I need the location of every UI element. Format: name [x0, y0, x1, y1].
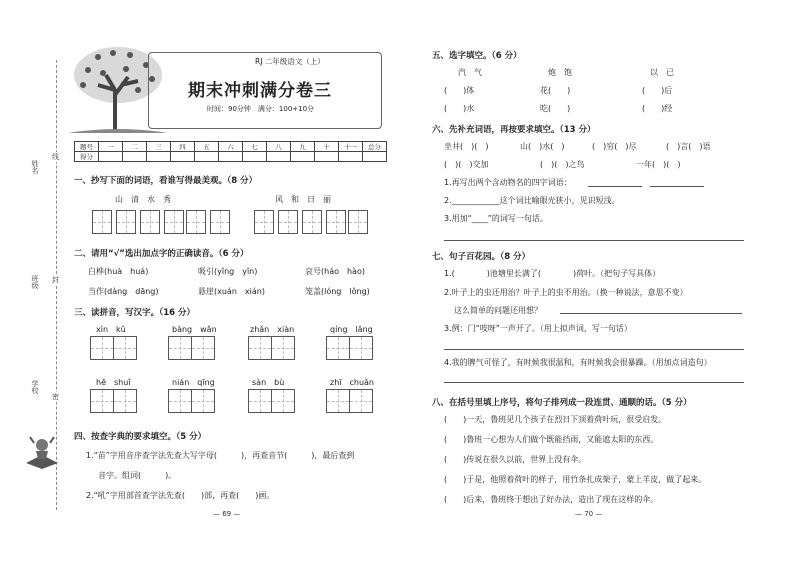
idiom-fill[interactable]: 一年( )( ) — [636, 160, 681, 169]
score-cell: 三 — [147, 142, 171, 152]
char-pair: 汽 气 — [458, 68, 482, 77]
idiom-fill[interactable]: ( )( )交加 — [444, 160, 489, 169]
school-label: 学校 — [31, 380, 39, 394]
score-input[interactable] — [123, 152, 147, 162]
hanzi-grid[interactable] — [90, 336, 136, 360]
hanzi-grid[interactable] — [90, 389, 136, 413]
pinyin-label: hē shuǐ — [96, 378, 131, 387]
section7-heading: 七、句子百花园。（8 分） — [432, 252, 531, 262]
score-cell: 二 — [123, 142, 147, 152]
answer-line[interactable] — [444, 240, 744, 241]
section1-heading: 一、抄写下面的词语，看谁写得最美观。（8 分） — [74, 176, 258, 186]
pronunciation-item[interactable]: 吸引(yǐng yǐn) — [198, 267, 258, 276]
char-blank[interactable]: ( )水 — [444, 104, 475, 113]
score-input[interactable] — [315, 152, 339, 162]
copy-word-2: 风 和 日 丽 — [275, 195, 331, 204]
order-item[interactable]: ( )后来，鲁班终于想出了好办法，造出了现在这样的伞。 — [444, 495, 659, 504]
idiom-fill[interactable]: 坐井( )( ) — [444, 142, 489, 151]
char-blank[interactable]: 花( ) — [540, 86, 571, 95]
score-cell: 一 — [99, 142, 123, 152]
page-number-right: — 70 — — [575, 510, 603, 518]
idiom-fill[interactable]: ( )言( )语 — [666, 142, 711, 151]
score-input[interactable] — [339, 152, 363, 162]
writing-grid-1[interactable] — [92, 210, 184, 234]
score-cell: 题号 — [75, 142, 99, 152]
idiom-q2[interactable]: 2.____________这个词比喻眼光狭小，见识短浅。 — [444, 196, 620, 205]
score-table — [74, 141, 387, 162]
pronunciation-item[interactable]: 笼盖(lóng lǒng) — [305, 287, 370, 296]
score-cell: 七 — [243, 142, 267, 152]
score-input[interactable] — [195, 152, 219, 162]
idiom-q1: 1.再写出两个含动物名的四字词语： — [444, 178, 572, 187]
grade-label: RJ 二年级语文（上） — [255, 57, 325, 66]
score-cell: 十 — [315, 142, 339, 152]
char-blank[interactable]: ( )经 — [642, 104, 673, 113]
section6-heading: 六、先补充词语，再按要求填空。（13 分） — [432, 125, 596, 135]
score-input[interactable] — [219, 152, 243, 162]
section8-heading: 八、在括号里填上序号，将句子排列成一段连贯、通顺的话。（5 分） — [432, 398, 692, 408]
pinyin-label: zhǎn xiàn — [250, 325, 295, 334]
char-blank[interactable]: ( )后 — [642, 86, 673, 95]
score-cell: 八 — [267, 142, 291, 152]
pronunciation-item[interactable]: 当作(dàng dāng) — [88, 287, 159, 296]
order-item[interactable]: ( )于是，他照着荷叶的样子，用竹条扎成架子，蒙上羊皮，做了起来。 — [444, 475, 707, 484]
book-fairy-icon — [22, 425, 62, 473]
secret-mark: 密 — [52, 393, 59, 401]
order-item[interactable]: ( )鲁班一心想为人们做个既能挡雨，又能遮太阳的东西。 — [444, 435, 659, 444]
score-input[interactable] — [363, 152, 387, 162]
pinyin-label: qíng lǎng — [330, 325, 373, 334]
seal-mark: 封 — [52, 276, 59, 284]
answer-blank[interactable] — [650, 186, 704, 187]
idiom-q3: 3.用加“____”的词写一句话。 — [444, 214, 548, 223]
char-pair: 炮 饱 — [548, 68, 572, 77]
writing-grid-2[interactable] — [186, 210, 230, 234]
idiom-fill[interactable]: ( )( )之鸟 — [540, 160, 585, 169]
char-blank[interactable]: 吃( ) — [540, 104, 571, 113]
answer-blank[interactable] — [588, 186, 642, 187]
hanzi-grid[interactable] — [326, 336, 372, 360]
hanzi-grid[interactable] — [326, 389, 372, 413]
score-cell: 五 — [195, 142, 219, 152]
order-item[interactable]: ( )传说在很久以前，世界上没有伞。 — [444, 455, 587, 464]
idiom-fill[interactable]: 山( )水( ) — [520, 142, 565, 151]
score-cell: 十一 — [339, 142, 363, 152]
answer-line[interactable] — [444, 382, 744, 383]
char-blank[interactable]: ( )体 — [444, 86, 475, 95]
pronunciation-item[interactable]: 白桦(huà huá) — [88, 267, 149, 276]
pinyin-label: zhī chuǎn — [330, 378, 375, 387]
score-label: 得分 — [75, 152, 99, 162]
pinyin-label: bàng wǎn — [172, 325, 217, 334]
sentence-q3: 3.例：门“吱呀”一声开了。（用上拟声词，写一句话） — [444, 324, 632, 333]
writing-grid-3[interactable] — [254, 210, 346, 234]
pinyin-label: xìn kǔ — [96, 325, 126, 334]
score-cell: 九 — [291, 142, 315, 152]
pinyin-label: nián qīng — [172, 378, 215, 387]
exam-meta: 时间：90分钟 满分：100+10分 — [207, 105, 315, 113]
score-input[interactable] — [171, 152, 195, 162]
writing-grid-4[interactable] — [348, 210, 368, 234]
section5-heading: 五、选字填空。（6 分） — [432, 51, 522, 61]
score-input[interactable] — [267, 152, 291, 162]
char-pair: 以 已 — [650, 68, 674, 77]
dictionary-q2[interactable]: 2.“吼”字用部首查字法先查( )部，再查( )画。 — [86, 491, 275, 500]
score-input[interactable] — [99, 152, 123, 162]
order-item[interactable]: ( )一天，鲁班见几个孩子在烈日下顶着荷叶玩，很受启发。 — [444, 415, 667, 424]
score-cell: 总分 — [363, 142, 387, 152]
hanzi-grid[interactable] — [248, 389, 294, 413]
pronunciation-item[interactable]: 哀号(háo hào) — [305, 267, 365, 276]
score-input[interactable] — [147, 152, 171, 162]
sentence-q4: 4.我的脾气可怪了，有时候我很温和，有时候我会很暴躁。（用加点词造句） — [444, 358, 712, 367]
score-input[interactable] — [291, 152, 315, 162]
hanzi-grid[interactable] — [168, 389, 214, 413]
page-number-left: — 69 — — [213, 510, 241, 518]
section2-heading: 二、请用“√”选出加点字的正确读音。（6 分） — [74, 249, 249, 259]
hanzi-grid[interactable] — [168, 336, 214, 360]
score-input[interactable] — [243, 152, 267, 162]
page-title: 期末冲刺满分卷三 — [188, 81, 332, 101]
sentence-q2: 2.叶子上的虫还用治？叶子上的虫不用治。（换一种说法，意思不变） — [444, 288, 688, 297]
answer-line[interactable] — [444, 349, 744, 350]
sentence-q1[interactable]: 1.( )池塘里长满了( )荷叶。（把句子写具体） — [444, 269, 661, 278]
class-label: 班级 — [31, 275, 39, 289]
section4-heading: 四、按查字典的要求填空。（5 分） — [74, 432, 207, 442]
sentence-q2b: 这么简单的问题还用想？ — [454, 306, 542, 315]
name-label: 姓名 — [31, 160, 39, 174]
section3-heading: 三、读拼音，写汉字。（16 分） — [74, 308, 196, 318]
copy-word-1: 山 清 水 秀 — [115, 195, 171, 204]
idiom-fill[interactable]: ( )穷( )尽 — [592, 142, 637, 151]
line-mark: 线 — [52, 153, 59, 161]
hanzi-grid[interactable] — [248, 336, 294, 360]
dictionary-q1-cont[interactable]: 音字。组词( )。 — [98, 471, 177, 480]
answer-line[interactable] — [560, 313, 742, 314]
dictionary-q1[interactable]: 1.“苗”字用音序查字法先查大写字母( )，再查音节( )，最后查到 — [86, 451, 355, 460]
pronunciation-item[interactable]: 悬崖(xuán xián) — [198, 287, 265, 296]
score-cell: 四 — [171, 142, 195, 152]
score-cell: 六 — [219, 142, 243, 152]
pinyin-label: sàn bù — [252, 378, 285, 387]
